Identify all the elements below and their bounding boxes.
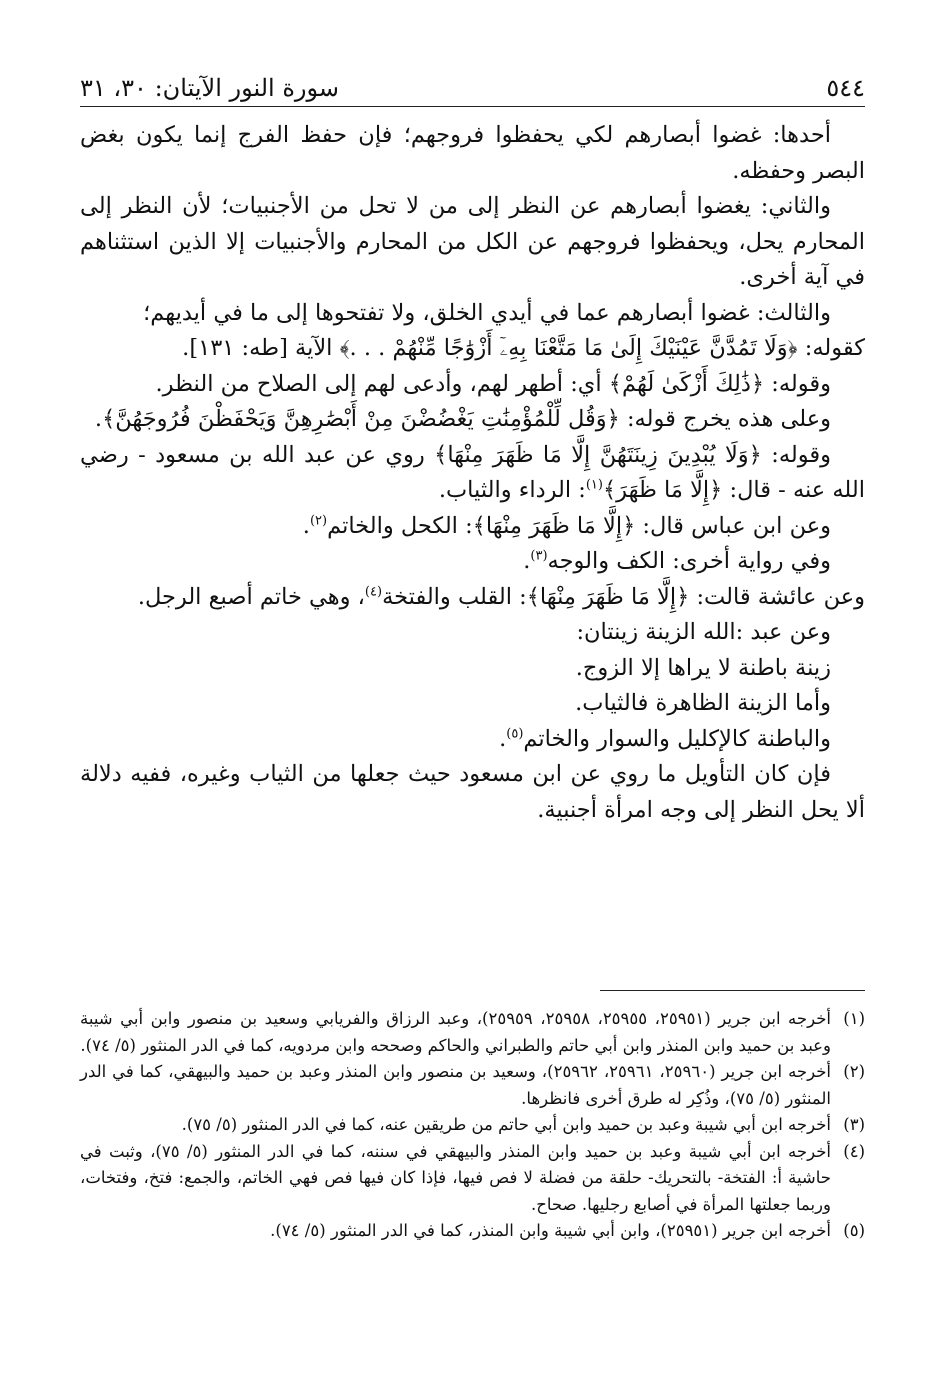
paragraph-third: والثالث: غضوا أبصارهم عما في أيدي الخلق، ولا تفتحوها إلى ما في أيديهم؛ [143,299,831,326]
footnote [80,1059,865,1112]
paragraph-inner-adornment: والباطنة كالإكليل والسوار والخاتم$^{(٥)}$. [499,725,831,752]
quran-quote: ﴿ذَٰلِكَ أَزْكَىٰ لَهُمْ﴾ [608,370,765,397]
paragraph-ibn-abbas: وعن ابن عباس قال: ﴿إِلَّا مَا ظَهَرَ مِنْهَا﴾: الكحل والخاتم$^{(٢)}$. [302,512,831,539]
paragraph-azka: وقوله: ﴿ذَٰلِكَ أَزْكَىٰ لَهُمْ﴾ أي: أطهر لهم، وأدعى لهم إلى الصلاح من النظر. [155,370,831,397]
footnote-number: (١) [843,1009,865,1028]
paragraph-conclusion: فإن كان التأويل ما روي عن ابن مسعود حيث جعلها من الثياب وغيره، ففيه دلالة ألا يحل النظر إلى وجه امرأة أجنبية. [80,761,865,823]
footnote-text: أخرجه ابن جرير (٢٥٩٥١، ٢٥٩٥٥، ٢٥٩٥٨، ٢٥٩٥٩)، وعبد الرزاق والفريابي وسعيد بن منصور وابن أبي شيبة وعبد بن حميد وابن المنذر وابن أبي حاتم والطبراني والحاكم وصححه وابن مردويه، كما في الدر المنثور (٥/ ٧٤). [80,1009,831,1055]
paragraph-ibn-masud: وقوله: ﴿وَلَا يُبْدِينَ زِينَتَهُنَّ إِلَّا مَا ظَهَرَ مِنْهَا﴾ روي عن عبد الله بن مسعود - رضي الله عنه - قال: ﴿إِلَّا مَا ظَهَرَ﴾$^{(١)}$: الرداء والثياب. [80,441,865,503]
page-number: ٥٤٤ [826,74,865,102]
footnote-text: أخرجه ابن أبي شيبة وعبد بن حميد وابن أبي حاتم من طريقين عنه، كما في الدر المنثور (٥/ ٧٥). [181,1115,831,1134]
paragraph-other-narration: وفي رواية أخرى: الكف والوجه$^{(٣)}$. [523,548,831,574]
footnote-ref[interactable]: (٣) [530,548,548,564]
footnote-number: (٥) [843,1221,865,1240]
paragraph-second: والثاني: يغضوا أبصارهم عن النظر إلى من لا تحل من الأجنبيات؛ لأن النظر إلى المحارم يحل، ويحفظوا فروجهم عن الكل من المحارم والأجنبيات إلا الذين استثناهم في آية أخرى. [80,193,865,290]
footnote-ref[interactable]: (٢) [309,513,328,528]
footnote [80,1218,865,1245]
footnote-number: (٢) [843,1062,865,1081]
footnote-ref[interactable]: (٤) [364,584,383,599]
footnote [80,1006,865,1059]
quran-quote: ﴿وَقُل لِّلْمُؤْمِنَٰتِ يَغْضُضْنَ مِنْ أَبْصَٰرِهِنَّ وَيَحْفَظْنَ فُرُوجَهُنَّ﴾ [102,406,620,432]
paragraph-first: أحدها: غضوا أبصارهم لكي يحفظوا فروجهم؛ فإن حفظ الفرج إنما يكون بغض البصر وحفظه. [80,122,865,184]
footnote-text: أخرجه ابن جرير (٢٥٩٥١)، وابن أبي شيبة وابن المنذر، كما في الدر المنثور (٥/ ٧٤). [270,1221,831,1240]
footnote-separator [600,990,865,991]
footnote-number: (٤) [843,1141,865,1161]
paragraph-believing-women: وعلى هذه يخرج قوله: ﴿وَقُل لِّلْمُؤْمِنَٰتِ يَغْضُضْنَ مِنْ أَبْصَٰرِهِنَّ وَيَحْفَظْنَ فُرُوجَهُنَّ﴾. [94,406,831,432]
footnote-text: أخرجه ابن أبي شيبة وعبد بن حميد وابن المنذر والبيهقي في سننه، كما في الدر المنثور (٥/ ٧٥)، وثبت في حاشية أ: الفتخة- بالتحريك- حلقة من فضلة لا فص فيها، فإذا كان فيها فص فهي الخاتم، والجمع: فتخ، وفتخات، وربما جعلتها المرأة في أصابع رجليها. صحاح. [80,1141,831,1214]
main-text [80,118,865,828]
quran-quote: ﴿إِلَّا مَا ظَهَرَ مِنْهَا﴾ [526,583,690,610]
quran-quote: ﴿وَلَا تَمُدَّنَّ عَيْنَيْكَ إِلَىٰ مَا مَتَّعْنَا بِهِۦٓ أَزْوَٰجًا مِّنْهُمْ . . .﴾ [339,335,798,361]
footnotes [80,1006,865,1245]
paragraph-taha-quote: كقوله: ﴿وَلَا تَمُدَّنَّ عَيْنَيْكَ إِلَىٰ مَا مَتَّعْنَا بِهِۦٓ أَزْوَٰجًا مِّنْهُمْ . . .﴾ الآية [طه: ١٣١]. [182,335,865,361]
quran-quote: ﴿وَلَا يُبْدِينَ زِينَتَهُنَّ إِلَّا مَا ظَهَرَ مِنْهَا﴾ [434,441,762,468]
footnote-ref[interactable]: (٥) [506,726,524,741]
quran-quote: ﴿إِلَّا مَا ظَهَرَ﴾ [602,477,723,503]
quran-quote: ﴿إِلَّا مَا ظَهَرَ مِنْهَا﴾ [472,512,636,539]
footnote [80,1112,865,1139]
footnote-number: (٣) [843,1115,865,1134]
footnote-ref[interactable]: (١) [585,477,603,493]
paragraph-visible-adornment: وأما الزينة الظاهرة فالثياب. [575,690,831,716]
paragraph-hidden-adornment: زينة باطنة لا يراها إلا الزوج. [575,654,831,681]
header-title: سورة النور الآيتان: ٣٠، ٣١ [80,74,340,102]
paragraph-abdullah: وعن عبد :الله الزينة زينتان: [576,619,831,645]
footnote [80,1139,865,1219]
running-header [80,62,865,107]
paragraph-aisha: وعن عائشة قالت: ﴿إِلَّا مَا ظَهَرَ مِنْهَا﴾: القلب والفتخة$^{(٤)}$، وهي خاتم أصبع الرجل. [137,583,865,610]
footnote-text: أخرجه ابن جرير (٢٥٩٦٠، ٢٥٩٦١، ٢٥٩٦٢)، وسعيد بن منصور وابن المنذر وعبد بن حميد والبيهقي، كما في الدر المنثور (٥/ ٧٥)، وذُكِر له طرق أخرى فانظرها. [80,1062,832,1108]
